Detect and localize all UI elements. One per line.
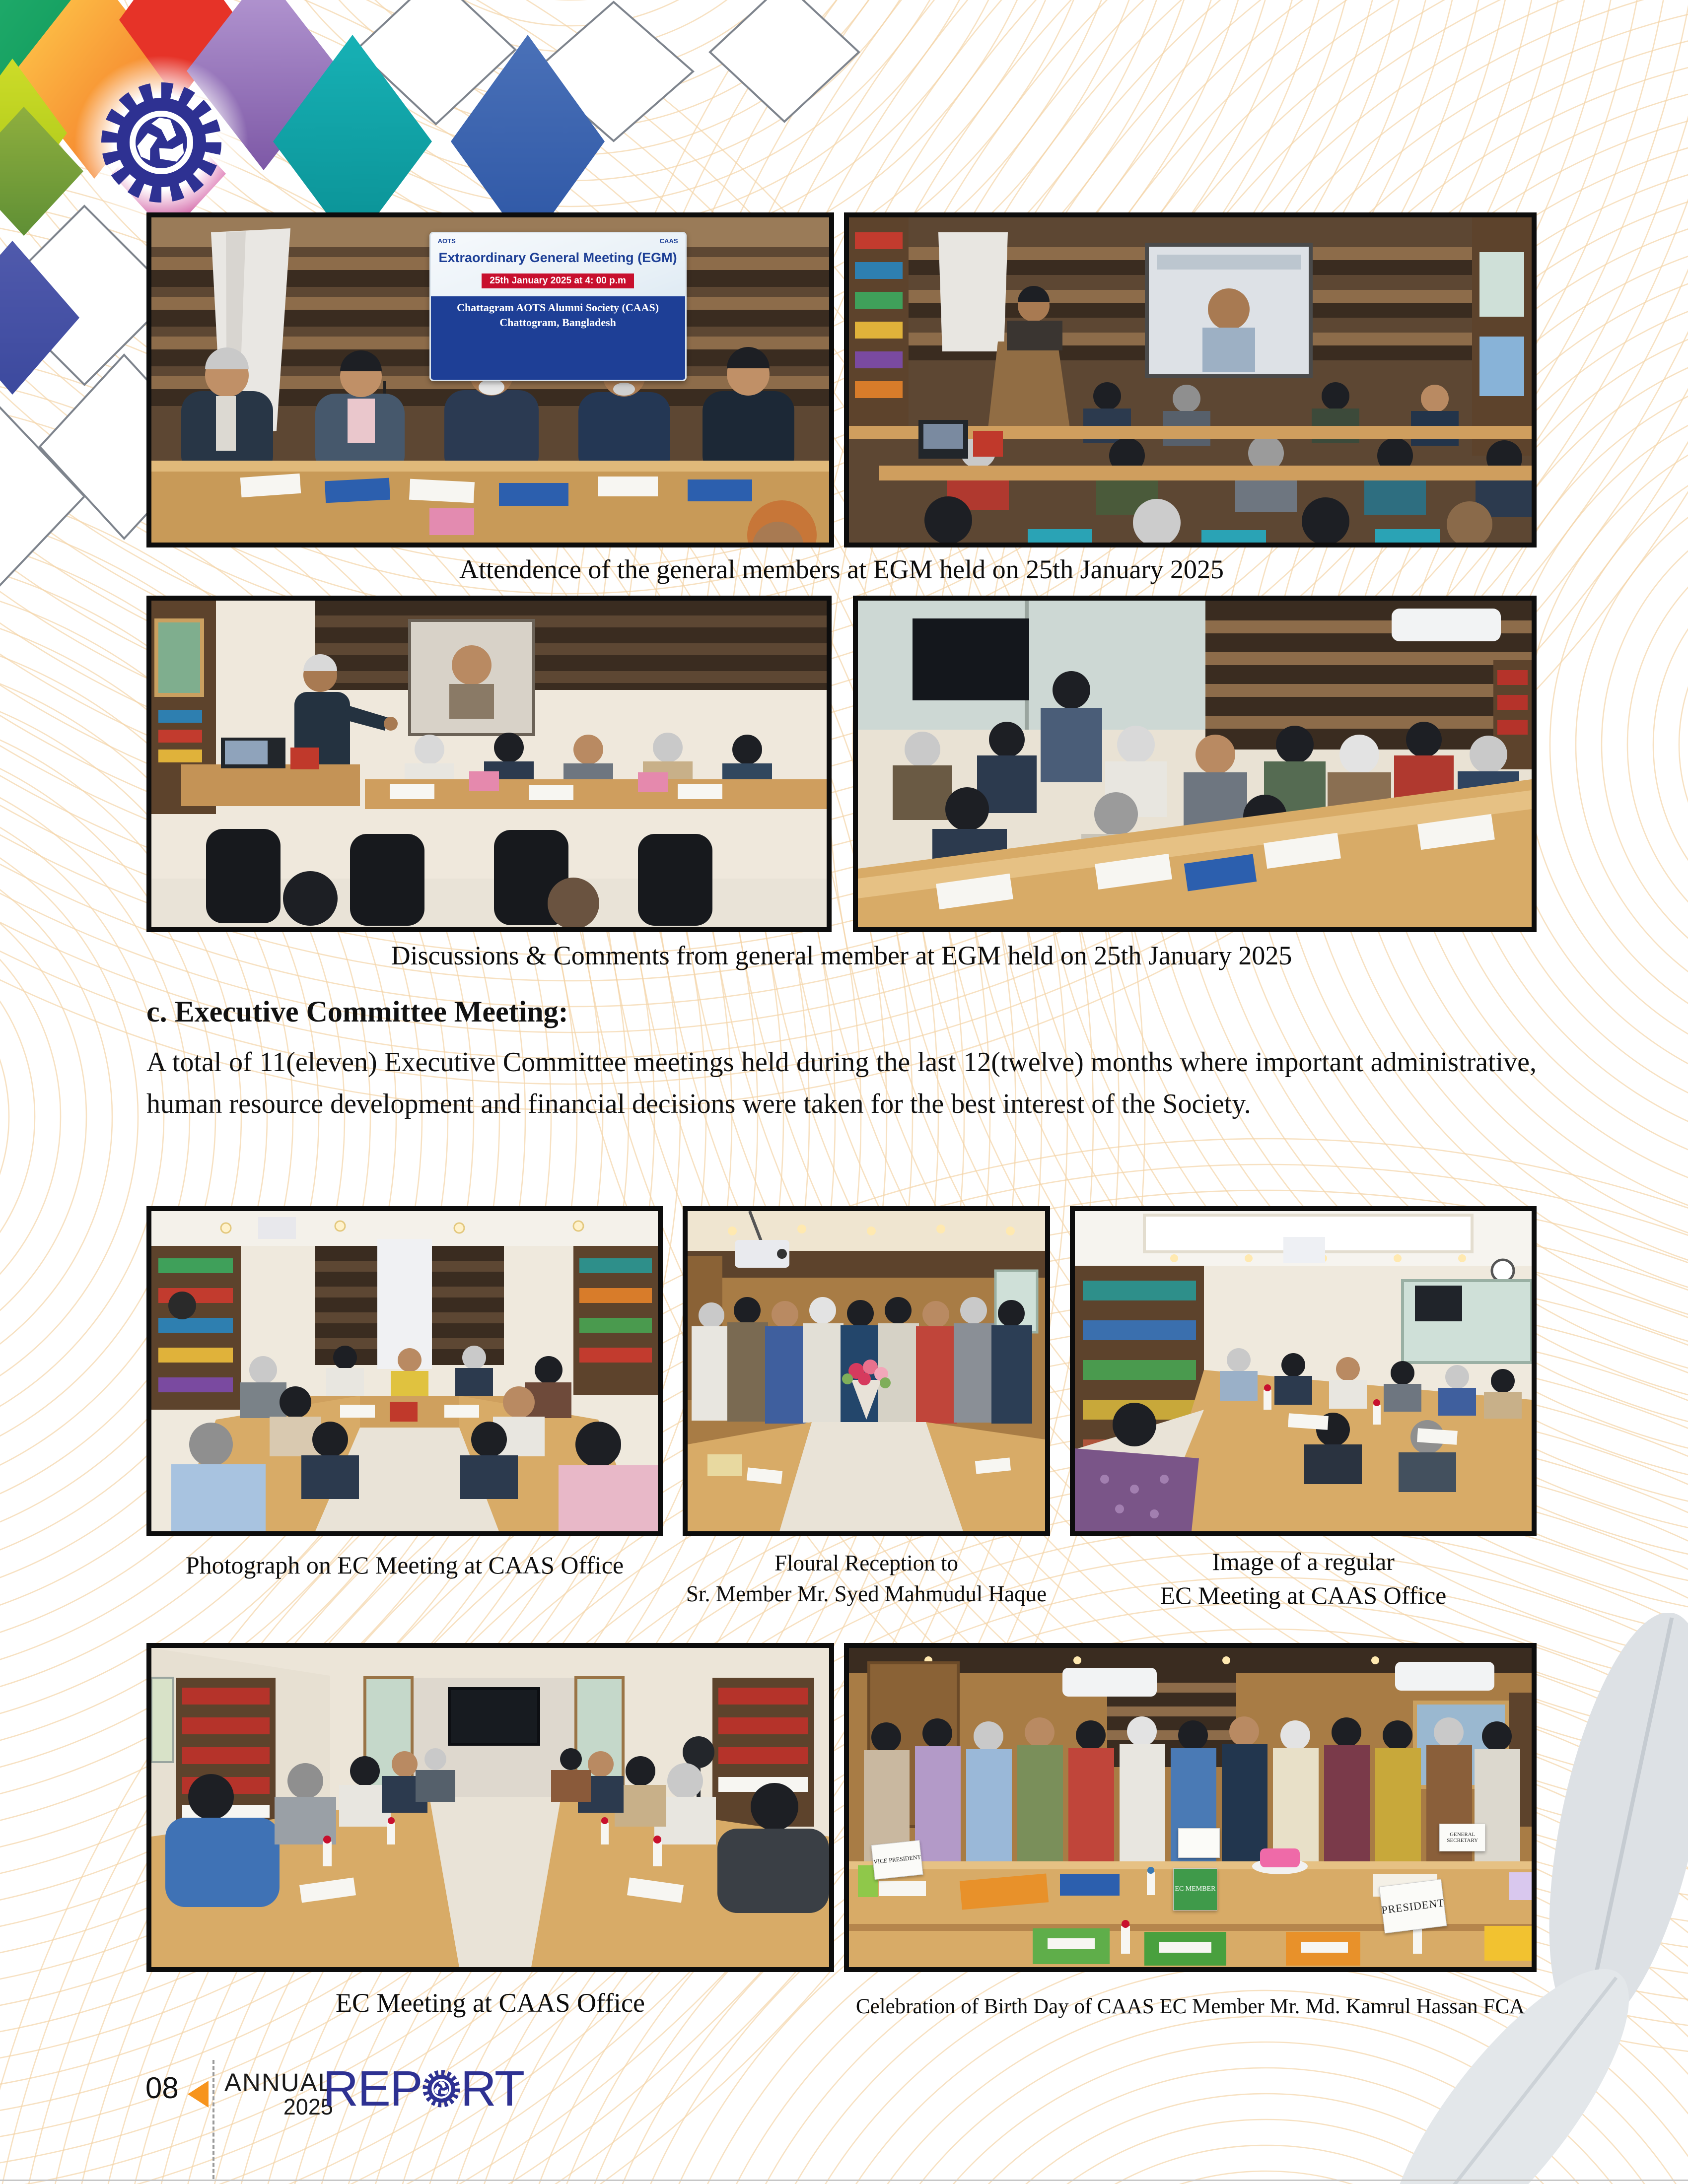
- floral-reception-scene: [688, 1211, 1045, 1531]
- caption-row1: Attendence of the general members at EGM held on 25th January 2025: [459, 554, 1224, 584]
- report-text-before: REP: [323, 2061, 422, 2116]
- photo-floral-reception: [683, 1206, 1050, 1536]
- photo-ec-meeting-long-tables: [146, 1643, 834, 1972]
- banner-title: Extraordinary General Meeting (EGM): [438, 250, 677, 266]
- egm-discussion-scene: [151, 601, 827, 927]
- footer-dashed-divider: [212, 2060, 214, 2179]
- caption-row3-b-line2: Sr. Member Mr. Syed Mahmudul Haque: [686, 1581, 1047, 1606]
- caption-row4-a: EC Meeting at CAAS Office: [336, 1988, 645, 2018]
- caption-row4-b: Celebration of Birth Day of CAAS EC Member Mr. Md. Kamrul Hassan FCA: [855, 1995, 1525, 2018]
- caas-logo: CAAS: [659, 237, 678, 245]
- aots-logo: AOTS: [437, 237, 456, 245]
- caption-row3-b: [683, 1548, 1050, 1609]
- name-card-blank: [1178, 1828, 1220, 1858]
- egm-audience-scene: [849, 217, 1532, 543]
- banner-org-line1: Chattagram AOTS Alumni Society (CAAS): [457, 301, 659, 314]
- name-card-ec-member: EC MEMBER: [1173, 1868, 1217, 1911]
- caption-row3-c-line1: Image of a regular: [1212, 1548, 1395, 1575]
- section-paragraph: A total of 11(eleven) Executive Committee meetings held during the last 12(twelve) months where important administrative, human resource development and financial decisions were taken for the best interest of the Society.: [146, 1047, 1537, 1119]
- ec-u-table-scene: [151, 1211, 658, 1531]
- name-card-president: PRESIDENT: [1379, 1879, 1446, 1933]
- caption-row3-a: Photograph on EC Meeting at CAAS Office: [185, 1551, 624, 1579]
- egm-members-scene: [858, 601, 1532, 927]
- banner-organization: [431, 296, 685, 380]
- photo-egm-audience: [844, 212, 1537, 547]
- annual-label: ANNUAL: [224, 2068, 333, 2097]
- birthday-cake: [1260, 1848, 1300, 1867]
- name-card-vice-president: VICE PRESIDENT: [871, 1840, 923, 1879]
- report-text-after: RT: [460, 2061, 524, 2116]
- section-heading: c. Executive Committee Meeting:: [146, 995, 568, 1028]
- page-number: 08: [145, 2071, 179, 2105]
- regular-ec-scene: [1075, 1211, 1532, 1531]
- photo-egm-discussion-speaker: [146, 596, 832, 932]
- banner-org-line2: Chattogram, Bangladesh: [499, 316, 616, 329]
- photo-birthday-celebration: [844, 1643, 1537, 1972]
- triangle-left-icon: [188, 2081, 209, 2108]
- photo-egm-members-review: [853, 596, 1537, 932]
- name-card-general-secretary: GENERAL SECRETARY: [1439, 1824, 1485, 1852]
- caption-row3-b-line1: Floural Reception to: [774, 1551, 958, 1575]
- annual-report-wordmark-left: [224, 2068, 333, 2120]
- ec-long-tables-scene: [151, 1648, 829, 1967]
- photo-regular-ec-meeting: [1070, 1206, 1537, 1536]
- page-bottom-rule: [0, 2180, 1688, 2181]
- photo-ec-meeting-u-table: [146, 1206, 663, 1536]
- annual-year: 2025: [283, 2094, 333, 2119]
- banner-datetime: 25th January 2025 at 4: 00 p.m: [482, 273, 634, 288]
- far-side-members: [326, 1346, 493, 1398]
- report-wordmark: [323, 2061, 524, 2116]
- egm-banner: [429, 232, 687, 381]
- photo-egm-head-table: [146, 212, 834, 547]
- caption-row2: Discussions & Comments from general member at EGM held on 25th January 2025: [391, 941, 1292, 970]
- gear-icon: [421, 2068, 462, 2109]
- caption-row3-c: [1070, 1545, 1537, 1612]
- caption-row3-c-line2: EC Meeting at CAAS Office: [1160, 1581, 1447, 1609]
